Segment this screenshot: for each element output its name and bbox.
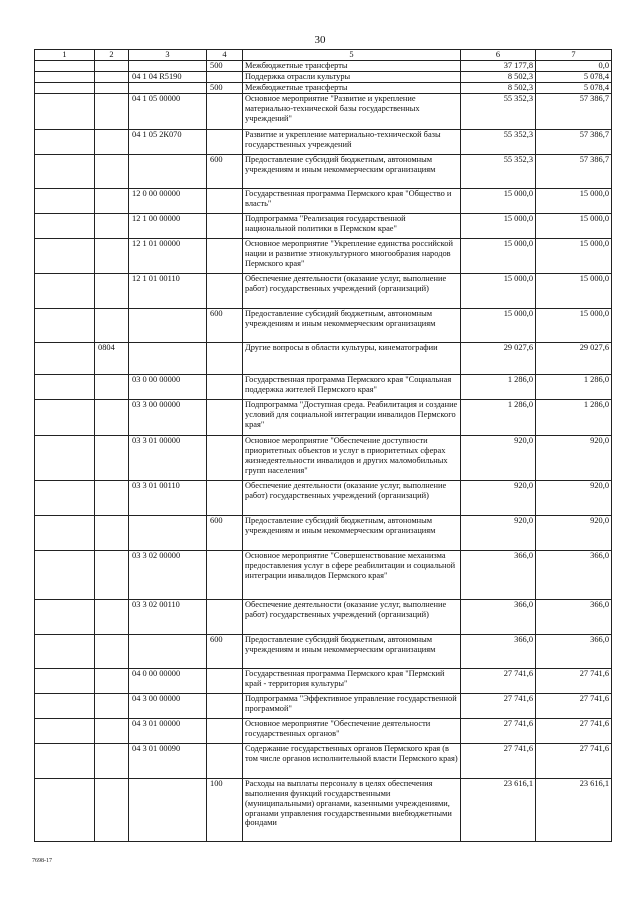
- cell-target-code: 04 3 01 00090: [129, 743, 207, 778]
- cell-amount-year1: 15 000,0: [461, 308, 536, 342]
- cell-target-code: [129, 154, 207, 188]
- cell-section: [95, 480, 129, 515]
- cell-description: Основное мероприятие "Обеспечение доступности приоритетных объектов и услуг в приоритетных сферах жизнедеятельности инвалидов и других маломобильных групп населения": [243, 435, 461, 480]
- cell-target-code: [129, 634, 207, 668]
- cell-col1: [35, 599, 95, 634]
- cell-expense-type: [207, 71, 243, 82]
- cell-section: [95, 515, 129, 550]
- cell-expense-type: 600: [207, 308, 243, 342]
- cell-amount-year2: 57 386,7: [536, 154, 612, 188]
- cell-expense-type: 100: [207, 778, 243, 841]
- table-row: [35, 82, 612, 93]
- cell-amount-year1: 366,0: [461, 550, 536, 599]
- cell-amount-year2: 57 386,7: [536, 93, 612, 129]
- cell-col1: [35, 743, 95, 778]
- cell-amount-year2: 0,0: [536, 61, 612, 72]
- cell-target-code: 12 1 01 00110: [129, 273, 207, 308]
- cell-amount-year1: 27 741,6: [461, 743, 536, 778]
- cell-section: [95, 634, 129, 668]
- cell-description: Другие вопросы в области культуры, кинематографии: [243, 342, 461, 374]
- column-header: 7: [536, 50, 612, 61]
- cell-target-code: 12 1 00 00000: [129, 213, 207, 238]
- cell-target-code: 04 1 04 R5190: [129, 71, 207, 82]
- table-row: [35, 308, 612, 342]
- cell-expense-type: [207, 550, 243, 599]
- column-header: 2: [95, 50, 129, 61]
- cell-col1: [35, 374, 95, 399]
- cell-description: Основное мероприятие "Совершенствование механизма предоставления услуг в сфере реабилитации и социальной интеграции инвалидов Пермского края": [243, 550, 461, 599]
- cell-target-code: [129, 61, 207, 72]
- cell-description: Государственная программа Пермского края "Пермский край - территория культуры": [243, 668, 461, 693]
- cell-target-code: 04 3 00 00000: [129, 693, 207, 718]
- cell-amount-year2: 57 386,7: [536, 129, 612, 154]
- cell-amount-year1: 55 352,3: [461, 129, 536, 154]
- cell-target-code: [129, 778, 207, 841]
- cell-expense-type: [207, 743, 243, 778]
- cell-amount-year2: 920,0: [536, 480, 612, 515]
- table-row: [35, 129, 612, 154]
- cell-target-code: 04 3 01 00000: [129, 718, 207, 743]
- cell-description: Предоставление субсидий бюджетным, автономным учреждениям и иным некоммерческим организациям: [243, 308, 461, 342]
- table-row: [35, 188, 612, 213]
- cell-amount-year1: 27 741,6: [461, 718, 536, 743]
- cell-section: [95, 154, 129, 188]
- cell-amount-year1: 55 352,3: [461, 93, 536, 129]
- cell-col1: [35, 435, 95, 480]
- table-row: [35, 480, 612, 515]
- cell-section: [95, 718, 129, 743]
- table-row: [35, 435, 612, 480]
- cell-target-code: [129, 308, 207, 342]
- table-row: [35, 154, 612, 188]
- cell-amount-year1: 920,0: [461, 480, 536, 515]
- cell-amount-year2: 1 286,0: [536, 374, 612, 399]
- cell-expense-type: 500: [207, 82, 243, 93]
- table-row: [35, 693, 612, 718]
- cell-col1: [35, 634, 95, 668]
- table-row: [35, 668, 612, 693]
- cell-amount-year1: 1 286,0: [461, 374, 536, 399]
- cell-expense-type: [207, 93, 243, 129]
- header-row: [35, 50, 612, 61]
- cell-section: [95, 435, 129, 480]
- cell-amount-year2: 920,0: [536, 515, 612, 550]
- table-row: [35, 273, 612, 308]
- cell-description: Предоставление субсидий бюджетным, автономным учреждениям и иным некоммерческим организациям: [243, 154, 461, 188]
- table-row: [35, 718, 612, 743]
- cell-target-code: 04 1 05 00000: [129, 93, 207, 129]
- cell-expense-type: [207, 129, 243, 154]
- table-row: [35, 61, 612, 72]
- cell-amount-year2: 15 000,0: [536, 188, 612, 213]
- table-row: [35, 93, 612, 129]
- footer-code: 7698-17: [32, 858, 52, 864]
- cell-amount-year1: 920,0: [461, 435, 536, 480]
- table-row: [35, 213, 612, 238]
- cell-col1: [35, 778, 95, 841]
- cell-expense-type: [207, 480, 243, 515]
- cell-expense-type: [207, 374, 243, 399]
- cell-expense-type: [207, 399, 243, 435]
- cell-expense-type: [207, 718, 243, 743]
- cell-section: [95, 213, 129, 238]
- cell-amount-year2: 15 000,0: [536, 213, 612, 238]
- cell-col1: [35, 668, 95, 693]
- cell-section: [95, 61, 129, 72]
- cell-target-code: [129, 515, 207, 550]
- cell-amount-year2: 27 741,6: [536, 693, 612, 718]
- cell-col1: [35, 188, 95, 213]
- cell-amount-year1: 23 616,1: [461, 778, 536, 841]
- cell-expense-type: 500: [207, 61, 243, 72]
- column-header: 5: [243, 50, 461, 61]
- table-row: [35, 743, 612, 778]
- cell-amount-year1: 15 000,0: [461, 188, 536, 213]
- cell-col1: [35, 342, 95, 374]
- cell-section: [95, 778, 129, 841]
- cell-col1: [35, 308, 95, 342]
- cell-amount-year2: 15 000,0: [536, 238, 612, 273]
- cell-section: [95, 399, 129, 435]
- cell-target-code: 03 3 02 00110: [129, 599, 207, 634]
- cell-col1: [35, 154, 95, 188]
- cell-col1: [35, 718, 95, 743]
- table-row: [35, 374, 612, 399]
- cell-amount-year2: 29 027,6: [536, 342, 612, 374]
- table-row: [35, 342, 612, 374]
- cell-section: [95, 668, 129, 693]
- cell-amount-year1: 15 000,0: [461, 273, 536, 308]
- cell-amount-year1: 27 741,6: [461, 668, 536, 693]
- cell-description: Обеспечение деятельности (оказание услуг, выполнение работ) государственных учреждений (организаций): [243, 273, 461, 308]
- cell-expense-type: 600: [207, 634, 243, 668]
- cell-amount-year2: 23 616,1: [536, 778, 612, 841]
- cell-amount-year1: 366,0: [461, 599, 536, 634]
- cell-target-code: 12 0 00 00000: [129, 188, 207, 213]
- cell-description: Обеспечение деятельности (оказание услуг, выполнение работ) государственных учреждений (организаций): [243, 599, 461, 634]
- cell-amount-year2: 27 741,6: [536, 668, 612, 693]
- cell-amount-year2: 15 000,0: [536, 273, 612, 308]
- cell-amount-year2: 5 078,4: [536, 82, 612, 93]
- cell-expense-type: [207, 342, 243, 374]
- cell-amount-year2: 15 000,0: [536, 308, 612, 342]
- cell-description: Основное мероприятие "Обеспечение деятельности государственных органов": [243, 718, 461, 743]
- cell-col1: [35, 550, 95, 599]
- cell-expense-type: [207, 435, 243, 480]
- cell-description: Развитие и укрепление материально-технической базы государственных учреждений: [243, 129, 461, 154]
- cell-description: Основное мероприятие "Развитие и укрепление материально-технической базы государственных учреждений": [243, 93, 461, 129]
- cell-expense-type: 600: [207, 154, 243, 188]
- table-row: [35, 634, 612, 668]
- cell-section: [95, 599, 129, 634]
- cell-target-code: 03 0 00 00000: [129, 374, 207, 399]
- cell-expense-type: [207, 213, 243, 238]
- cell-expense-type: 600: [207, 515, 243, 550]
- cell-section: [95, 188, 129, 213]
- cell-amount-year2: 366,0: [536, 599, 612, 634]
- cell-col1: [35, 82, 95, 93]
- table-row: [35, 599, 612, 634]
- table-row: [35, 778, 612, 841]
- budget-table: [34, 49, 612, 842]
- cell-section: 0804: [95, 342, 129, 374]
- table-row: [35, 71, 612, 82]
- cell-description: Содержание государственных органов Пермского края (в том числе органов исполнительной власти Пермского края): [243, 743, 461, 778]
- cell-description: Подпрограмма "Доступная среда. Реабилитация и создание условий для социальной интеграции инвалидов Пермского края": [243, 399, 461, 435]
- cell-expense-type: [207, 273, 243, 308]
- cell-amount-year1: 15 000,0: [461, 238, 536, 273]
- cell-section: [95, 82, 129, 93]
- cell-description: Подпрограмма "Эффективное управление государственной программой": [243, 693, 461, 718]
- cell-description: Расходы на выплаты персоналу в целях обеспечения выполнения функций государственными (муниципальными) органами, казенными учреждениями, органами управления государственными внебюджетными фондами: [243, 778, 461, 841]
- cell-amount-year1: 1 286,0: [461, 399, 536, 435]
- cell-col1: [35, 129, 95, 154]
- cell-section: [95, 374, 129, 399]
- cell-target-code: 04 1 05 2К070: [129, 129, 207, 154]
- cell-amount-year2: 5 078,4: [536, 71, 612, 82]
- cell-description: Подпрограмма "Реализация государственной национальной политики в Пермском крае": [243, 213, 461, 238]
- page-number: 30: [314, 34, 326, 46]
- cell-amount-year1: 55 352,3: [461, 154, 536, 188]
- cell-amount-year2: 366,0: [536, 550, 612, 599]
- cell-description: Поддержка отрасли культуры: [243, 71, 461, 82]
- cell-section: [95, 743, 129, 778]
- cell-description: Предоставление субсидий бюджетным, автономным учреждениям и иным некоммерческим организациям: [243, 515, 461, 550]
- table-header: [35, 50, 612, 61]
- cell-expense-type: [207, 693, 243, 718]
- cell-expense-type: [207, 238, 243, 273]
- table-row: [35, 515, 612, 550]
- column-header: 6: [461, 50, 536, 61]
- cell-col1: [35, 71, 95, 82]
- cell-expense-type: [207, 599, 243, 634]
- cell-amount-year1: 15 000,0: [461, 213, 536, 238]
- table-row: [35, 238, 612, 273]
- cell-section: [95, 238, 129, 273]
- cell-target-code: [129, 82, 207, 93]
- cell-col1: [35, 515, 95, 550]
- cell-col1: [35, 480, 95, 515]
- cell-amount-year2: 1 286,0: [536, 399, 612, 435]
- cell-section: [95, 550, 129, 599]
- cell-description: Государственная программа Пермского края "Социальная поддержка жителей Пермского края": [243, 374, 461, 399]
- cell-section: [95, 129, 129, 154]
- cell-amount-year1: 920,0: [461, 515, 536, 550]
- column-header: 1: [35, 50, 95, 61]
- cell-expense-type: [207, 188, 243, 213]
- cell-expense-type: [207, 668, 243, 693]
- cell-amount-year2: 27 741,6: [536, 743, 612, 778]
- cell-section: [95, 93, 129, 129]
- cell-target-code: 03 3 02 00000: [129, 550, 207, 599]
- cell-amount-year1: 29 027,6: [461, 342, 536, 374]
- cell-description: Межбюджетные трансферты: [243, 61, 461, 72]
- cell-col1: [35, 61, 95, 72]
- cell-section: [95, 273, 129, 308]
- table-body: [35, 61, 612, 842]
- cell-target-code: 03 3 01 00000: [129, 435, 207, 480]
- cell-section: [95, 308, 129, 342]
- cell-target-code: 12 1 01 00000: [129, 238, 207, 273]
- cell-col1: [35, 93, 95, 129]
- table-row: [35, 399, 612, 435]
- cell-col1: [35, 693, 95, 718]
- cell-amount-year2: 27 741,6: [536, 718, 612, 743]
- cell-description: Предоставление субсидий бюджетным, автономным учреждениям и иным некоммерческим организациям: [243, 634, 461, 668]
- cell-target-code: 03 3 01 00110: [129, 480, 207, 515]
- cell-col1: [35, 273, 95, 308]
- cell-amount-year2: 920,0: [536, 435, 612, 480]
- cell-col1: [35, 399, 95, 435]
- cell-amount-year2: 366,0: [536, 634, 612, 668]
- cell-target-code: 03 3 00 00000: [129, 399, 207, 435]
- cell-amount-year1: 27 741,6: [461, 693, 536, 718]
- cell-description: Обеспечение деятельности (оказание услуг, выполнение работ) государственных учреждений (организаций): [243, 480, 461, 515]
- cell-amount-year1: 37 177,8: [461, 61, 536, 72]
- cell-amount-year1: 366,0: [461, 634, 536, 668]
- cell-description: Межбюджетные трансферты: [243, 82, 461, 93]
- cell-col1: [35, 213, 95, 238]
- cell-description: Государственная программа Пермского края "Общество и власть": [243, 188, 461, 213]
- cell-target-code: 04 0 00 00000: [129, 668, 207, 693]
- cell-description: Основное мероприятие "Укрепление единства российской нации и развитие этнокультурного многообразия народов Пермского края": [243, 238, 461, 273]
- cell-amount-year1: 8 502,3: [461, 82, 536, 93]
- column-header: 3: [129, 50, 207, 61]
- cell-col1: [35, 238, 95, 273]
- cell-amount-year1: 8 502,3: [461, 71, 536, 82]
- cell-section: [95, 71, 129, 82]
- cell-section: [95, 693, 129, 718]
- table-row: [35, 550, 612, 599]
- cell-target-code: [129, 342, 207, 374]
- column-header: 4: [207, 50, 243, 61]
